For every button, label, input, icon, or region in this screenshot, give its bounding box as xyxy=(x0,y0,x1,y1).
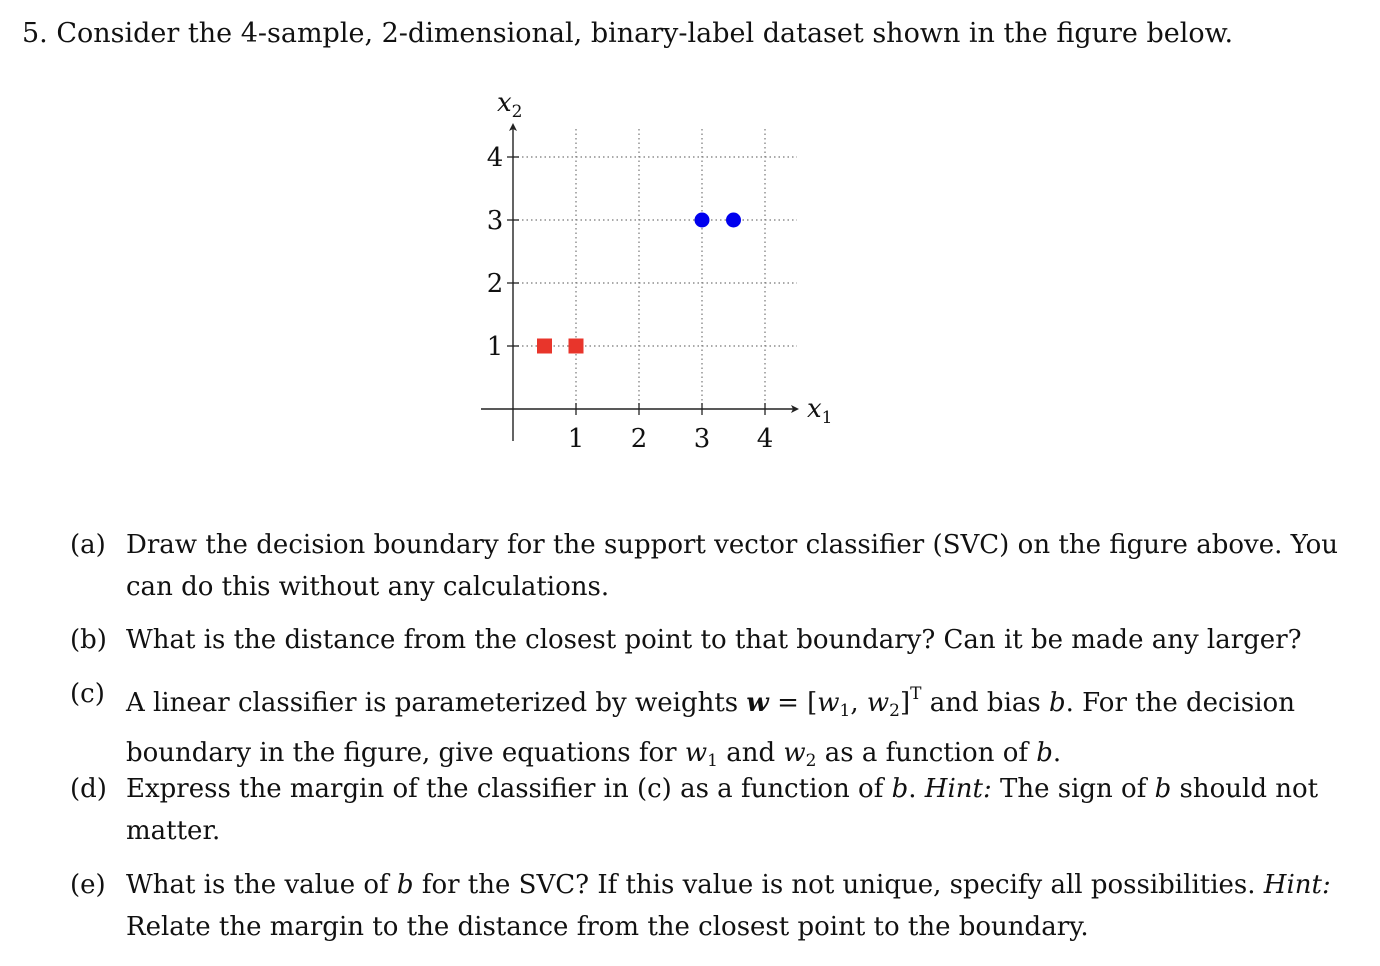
part-c-line2-text-4: . xyxy=(1052,738,1062,768)
part-b xyxy=(70,619,1338,661)
part-c-line2-text-3: as a function of xyxy=(816,738,1037,768)
part-e-text-2: for the SVC? If this value is not unique, specify all possibilities. xyxy=(413,870,1264,900)
part-c-comma: , xyxy=(850,688,867,718)
part-e-text-1: What is the value of xyxy=(126,870,397,900)
part-a-line2: can do this without any calculations. xyxy=(126,572,610,602)
transpose-superscript: T xyxy=(910,684,922,704)
y-tick-label: 4 xyxy=(486,143,504,173)
bias-symbol-3: b xyxy=(891,774,909,804)
weights-vector-symbol: w xyxy=(746,688,769,718)
part-c-bracket: ] xyxy=(900,688,911,718)
red-square-point xyxy=(537,339,552,354)
w2-subscript-2: 2 xyxy=(805,751,817,771)
y-tick-label: 2 xyxy=(486,269,504,299)
part-e-line2: Relate the margin to the distance from the closest point to the boundary. xyxy=(126,912,1089,942)
w1-symbol: w xyxy=(817,688,840,718)
scatter-plot xyxy=(0,0,1380,480)
part-c-text-3: and bias xyxy=(921,688,1049,718)
part-e-line1 xyxy=(126,864,1338,906)
w2-subscript: 2 xyxy=(889,701,900,721)
part-e-hint-label: Hint: xyxy=(1263,870,1331,900)
part-c-text-4: . For the decision xyxy=(1065,688,1295,718)
part-d-line2: matter. xyxy=(126,816,221,846)
x-tick-label: 4 xyxy=(756,424,774,454)
part-c-text-1: A linear classifier is parameterized by weights xyxy=(126,688,747,718)
blue-circle-point xyxy=(695,213,710,228)
w2-symbol: w xyxy=(866,688,890,718)
part-d-text-3: The sign of xyxy=(991,774,1155,804)
w1-symbol-2: w xyxy=(684,738,708,768)
part-c-text-2: = [ xyxy=(768,688,818,718)
bias-symbol-5: b xyxy=(396,870,414,900)
w2-symbol-2: w xyxy=(783,738,806,768)
blue-circle-point xyxy=(726,213,741,228)
y-tick-label: 1 xyxy=(486,332,504,362)
bias-symbol-2: b xyxy=(1036,738,1053,768)
part-c-line2-text-1: boundary in the figure, give equations for xyxy=(126,738,685,768)
x2-axis-label: $x_2$ xyxy=(497,88,523,122)
w1-subscript-2: 1 xyxy=(707,751,718,771)
x-tick-label: 2 xyxy=(630,424,648,454)
part-b-label: (b) xyxy=(70,625,107,655)
part-e xyxy=(70,864,1338,948)
x1-axis-label: $x_1$ xyxy=(807,394,833,428)
scatter-figure xyxy=(0,0,1380,480)
part-c-label: (c) xyxy=(70,679,105,709)
w1-subscript: 1 xyxy=(839,701,851,721)
part-b-text: What is the distance from the closest point to that boundary? Can it be made any larger? xyxy=(126,625,1302,655)
part-d xyxy=(70,768,1338,852)
part-d-text-4: should not xyxy=(1171,774,1319,804)
part-a-label: (a) xyxy=(70,530,106,560)
part-a xyxy=(70,524,1338,608)
part-d-hint-label: Hint: xyxy=(924,774,992,804)
part-d-text-2: . xyxy=(908,774,925,804)
part-d-line1 xyxy=(126,768,1338,810)
bias-symbol: b xyxy=(1049,688,1066,718)
bias-symbol-4: b xyxy=(1154,774,1172,804)
part-a-line1: Draw the decision boundary for the support vector classifier (SVC) on the figure above. You xyxy=(126,530,1338,560)
part-c-line2-text-2: and xyxy=(717,738,784,768)
part-d-text-1: Express the margin of the classifier in (c) as a function of xyxy=(126,774,892,804)
part-c-line1 xyxy=(126,673,1338,732)
red-square-point xyxy=(569,339,584,354)
x-tick-label: 3 xyxy=(693,424,711,454)
part-c xyxy=(70,673,1338,782)
x-tick-label: 1 xyxy=(567,424,585,454)
question-title: 5. Consider the 4-sample, 2-dimensional, binary-label dataset shown in the figure below. xyxy=(22,18,1234,49)
y-tick-label: 3 xyxy=(486,206,504,236)
part-d-label: (d) xyxy=(70,774,107,804)
part-e-label: (e) xyxy=(70,870,106,900)
